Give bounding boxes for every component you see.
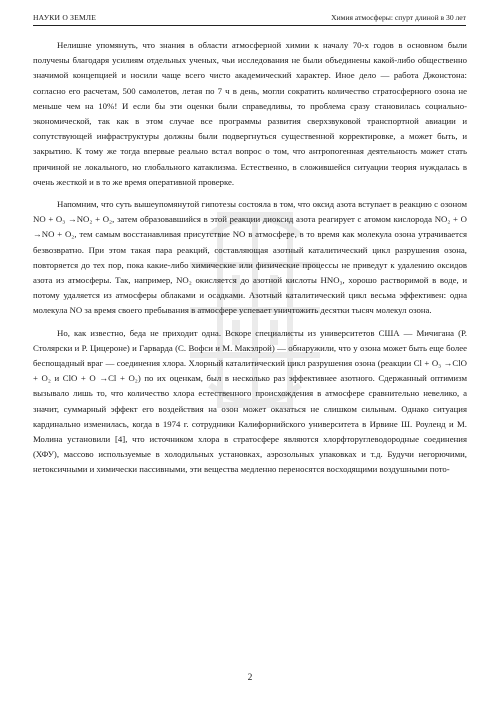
header-section-title: НАУКИ О ЗЕМЛЕ xyxy=(33,13,97,22)
paragraph-2: Напомним, что суть вышеупомянутой гипотезы состояла в том, что оксид азота вступает в реакцию с озоном NO + O₃ →NO₂ + O₂, затем образовавшийся в этой реакции диоксид азота реагирует с атомом кислорода NO₂ + O →NO + O₂, тем самым восстанавливая присутствие NO в атмосфере, в то время как молекула озона утрачивается безвозвратно. При этом такая пара реакций, составляющая азотный каталитический цикл разрушения озона, повторяется до тех пор, пока какие-либо химические или физические процессы не приведут к удалению оксидов азота из атмосферы. Так, например, NO₂ окисляется до азотной кислоты HNO₃, хорошо растворимой в воде, и потому удаляется из атмосферы облаками и осадками. Азотный каталитический цикл весьма эффективен: одна молекула NO за время своего пребывания в атмосфере успевает уничтожить десятки тысяч молекул озона. xyxy=(33,199,467,316)
header-article-title: Химия атмосферы: спурт длиной в 30 лет xyxy=(331,13,466,22)
article-body xyxy=(33,38,467,478)
page-number: 2 xyxy=(247,673,253,683)
paragraph-1: Нелишне упомянуть, что знания в области атмосферной химии к началу 70-х годов в основном были получены благодаря усилиям отдельных ученых, чьи исследования не были объединены какой-либо общественно значимой концепцией и носили чаще всего чисто академический характер. Иное дело — работа Джонстона: согласно его расчетам, 500 самолетов, летая по 7 ч в день, могли сократить количество стратосферного озона не меньше чем на 10%! И если бы эти оценки были справедливы, то проблема сразу становилась социально-экономической, так как в этом случае все программы развития сверхзвуковой транспортной авиации и сопутствующей инфраструктуры должны были подвергнуться существенной корректировке, а может быть, и закрытию. К тому же тогда впервые реально встал вопрос о том, что антропогенная деятельность может стать причиной не локального, но глобального катаклизма. Естественно, в сложившейся ситуации теория нуждалась в очень жесткой и в то же время оперативной проверке. xyxy=(33,40,467,187)
running-header xyxy=(33,12,466,26)
paragraph-3: Но, как известно, беда не приходит одна. Вскоре специалисты из университетов США — Мичигана (Р. Столярски и Р. Цицероне) и Гарварда (С. Вофси и М. Макэлрой) — обнаружили, что у озона может быть еще более беспощадный враг — соединения хлора. Хлорный каталитический цикл разрушения озона (реакции Cl + O₃ →ClO + O₂ и ClO + O →Cl + O₂) по их оценкам, был в несколько раз эффективнее азотного. Сдержанный оптимизм вызывало лишь то, что количество хлора естественного происхождения в атмосфере сравнительно невелико, а значит, суммарный эффект его воздействия на озон может оказаться не слишком сильным. Однако ситуация кардинально изменилась, когда в 1974 г. сотрудники Калифорнийского университета в Ирвине Ш. Роуленд и М. Молина установили [4], что источником хлора в стратосфере являются хлорфторуглеводородные соединения (ХФУ), массово используемые в холодильных установках, аэрозольных упаковках и т.д. Будучи негорючими, нетоксичными и химически пассивными, эти вещества медленно переносятся восходящими воздушными пото- xyxy=(33,327,467,475)
